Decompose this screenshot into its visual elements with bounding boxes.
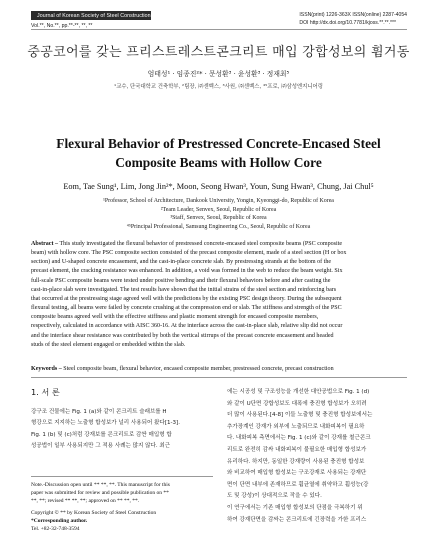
english-authors: Eom, Tae Sung¹, Lim, Jong Jin²*, Moon, Seong Hwan³, Youn, Sung Hwan³, Chung, Jai Chul⁵: [63, 182, 374, 191]
text-line: 추가장계인 강재가 외부에 노출되므로 내화피복이 필요하: [227, 423, 365, 430]
korean-affiliations: ¹교수, 단국대학교 건축학부, ²팀장, ㈜센벡스, ³사원, ㈜센벡스, ⁴⁵프로, ㈜삼성엔지니어링: [114, 84, 323, 90]
korean-title: 중공코어를 갖는 프리스트레스트콘크리트 매입 강합성보의 휨거동: [27, 45, 410, 60]
footnote-line: paper was submitted for review and possible publication on **: [31, 490, 169, 497]
abstract-line: Abstract – This study investigated the flexural behavior of prestressed concrete-encased steel composite beams (PSC composite: [31, 241, 343, 247]
section-title: 1. 서 론: [31, 387, 60, 397]
abstract-line: full-scale PSC composite beams were tested under positive bending and their flexural behaviors before and after casting the: [31, 277, 331, 284]
text-line: 리트로 완전히 감싸 내화피복이 불필요한 매입형 합성보가: [227, 446, 367, 453]
keywords-divider: [31, 377, 407, 378]
keywords-text: Steel composite beam, flexural behavior, encased composite member, prestressed concrete, precast construction: [61, 366, 334, 372]
abstract-line: composite beams agreed well with the effective stiffness and plastic moment strength for encased composite members,: [31, 314, 319, 321]
text-line: 성공법이 일부 사용되지만 그 적용 사례는 많지 않다. 최근: [31, 442, 171, 449]
footnotes: [31, 481, 213, 534]
body-column-right: [227, 387, 407, 526]
abstract: [31, 240, 407, 350]
volume-info: Vol.**, No.**, pp.**-**, **, **: [31, 22, 93, 29]
text-line: 더 많이 사용된다.[4-8] 이들 노출형 및 충진형 합성보에서는: [227, 412, 373, 419]
abstract-line: cast-in-place slab were investigated. The test results have shown that the initial strains of the steel section and reinforcing bars: [31, 286, 337, 293]
corresponding-phone: Tel. +82-32-748-3594: [31, 526, 80, 533]
journal-name-badge: Journal of Korean Society of Steel Construction: [31, 11, 151, 20]
affiliation-line: ⁴⁵Principal Professional, Samsung Engineering Co., Seoul, Republic of Korea: [126, 223, 311, 230]
english-title: Flexural Behavior of Prestressed Concrete-Encased Steel Composite Beams with Hollow Core: [56, 136, 381, 170]
abstract-label: Abstract –: [31, 241, 59, 247]
footnote-line: **, **; revised ** **, **; approved on ** **, **.: [31, 498, 140, 505]
abstract-line: precast element, the cracking resistance was enhanced. In addition, a void was formed in the web to reduce the beam weight. Six: [31, 268, 343, 275]
copyright-notice: Copyright © ** by Korean Society of Steel Construction: [31, 510, 157, 517]
issn-info: ISSN(print) 1226-363X ISSN(online) 2287-4054: [299, 12, 407, 18]
abstract-line: section) and U-shaped concrete encasement, and the cast-in-place concrete slab. By prestressing strands at the bottom of the: [31, 259, 332, 266]
text-line: Fig. 1 (b) 및 (c)처럼 강재보를 콘크리트로 감싼 매입형 합: [31, 431, 172, 438]
journal-header-left: [31, 11, 151, 29]
abstract-line: beam) with hollow core. The PSC composite section consisted of the precast composite element, made of a steel section (H or box: [31, 250, 347, 257]
paragraph: [31, 407, 213, 452]
text-line: 다. 내화피복 측면에서는 Fig. 1 (c)와 같이 강재를 철근콘크: [227, 435, 371, 442]
keywords-label: Keywords –: [31, 366, 62, 372]
text-line: 와 비교하여 매입형 합성보는 구조강재로 사용되는 강재단: [227, 470, 367, 477]
footnote-line: Note.-Discussion open until ** **, **. This manuscript for this: [31, 482, 170, 488]
text-line: 이 연구에서는 기존 매입형 합성보의 단점을 극복하기 위: [227, 504, 363, 511]
journal-header-right: [299, 11, 407, 27]
footnote-divider: [31, 476, 213, 477]
doi-link[interactable]: DOI http://dx.doi.org/10.7781/kjoss.**.**.***: [299, 20, 396, 26]
text-line: 도 및 강성)이 상대적으로 작을 수 있다.: [227, 493, 322, 500]
text-line: 와 같이 U단면 강합성보도 대폭에 충진형 합성보가 오히려: [227, 400, 367, 407]
abstract-line: studs of the steel element engaged or embedded within the slab.: [31, 341, 186, 348]
text-line: 하여 강재단면을 감싸는 콘크리트에 긴장력을 가한 프리스: [227, 516, 367, 523]
text-line: 면이 단면 내부에 존재하므로 휨균열에 취약하고 휨성능(강: [227, 481, 369, 488]
corresponding-author-label: *Corresponding author.: [31, 518, 88, 525]
korean-authors: 엄태성¹ · 임종진²* · 문성환³ · 윤성환³ · 정재최⁵: [147, 70, 290, 78]
abstract-line: respectively, calculated in accordance with AISC 360-16. At the interface across the cast-in-place slab, relative slip did not occur: [31, 323, 343, 330]
affiliation-line: ²Team Leader, Senvex, Seoul, Republic of Korea: [160, 206, 277, 213]
abstract-line: that occurred at the prestressing stage agreed well with the predictions by the existing PSC design theory. During the subsequent: [31, 295, 342, 302]
text-line: 형강으로 지지하는 노출형 합성보가 널리 사용되어 왔다[1-3].: [31, 420, 180, 427]
keywords: [31, 366, 407, 372]
header-divider: [31, 29, 407, 30]
paragraph: [227, 387, 407, 526]
english-affiliations: [0, 197, 437, 231]
text-line: 유리하다. 하지만, 동일한 강재량이 사용된 충진형 합성보: [227, 458, 365, 465]
affiliation-line: ¹Professor, School of Architecture, Dankook University, Yongin, Kyeonggi-do, Republic of Korea: [103, 198, 334, 204]
abstract-line: flexural testing, all beams were failed by concrete crushing at the compression end or slab. The stiffness and strength of the PSC: [31, 305, 342, 312]
affiliation-line: ³Staff, Senvex, Seoul, Republic of Korea: [170, 215, 267, 222]
text-line: 강구조 건물에는 Fig. 1 (a)와 같이 콘크리트 슬래브를 H: [31, 409, 167, 415]
text-line: 에는 시공성 및 구조성능을 개선한 대안공법으로 Fig. 1 (d): [227, 389, 370, 395]
abstract-line: and the interface shear resistance was contributed by both the vertical stirrups of the precast concrete encasement and headed: [31, 332, 334, 339]
body-column-left: [31, 387, 213, 452]
